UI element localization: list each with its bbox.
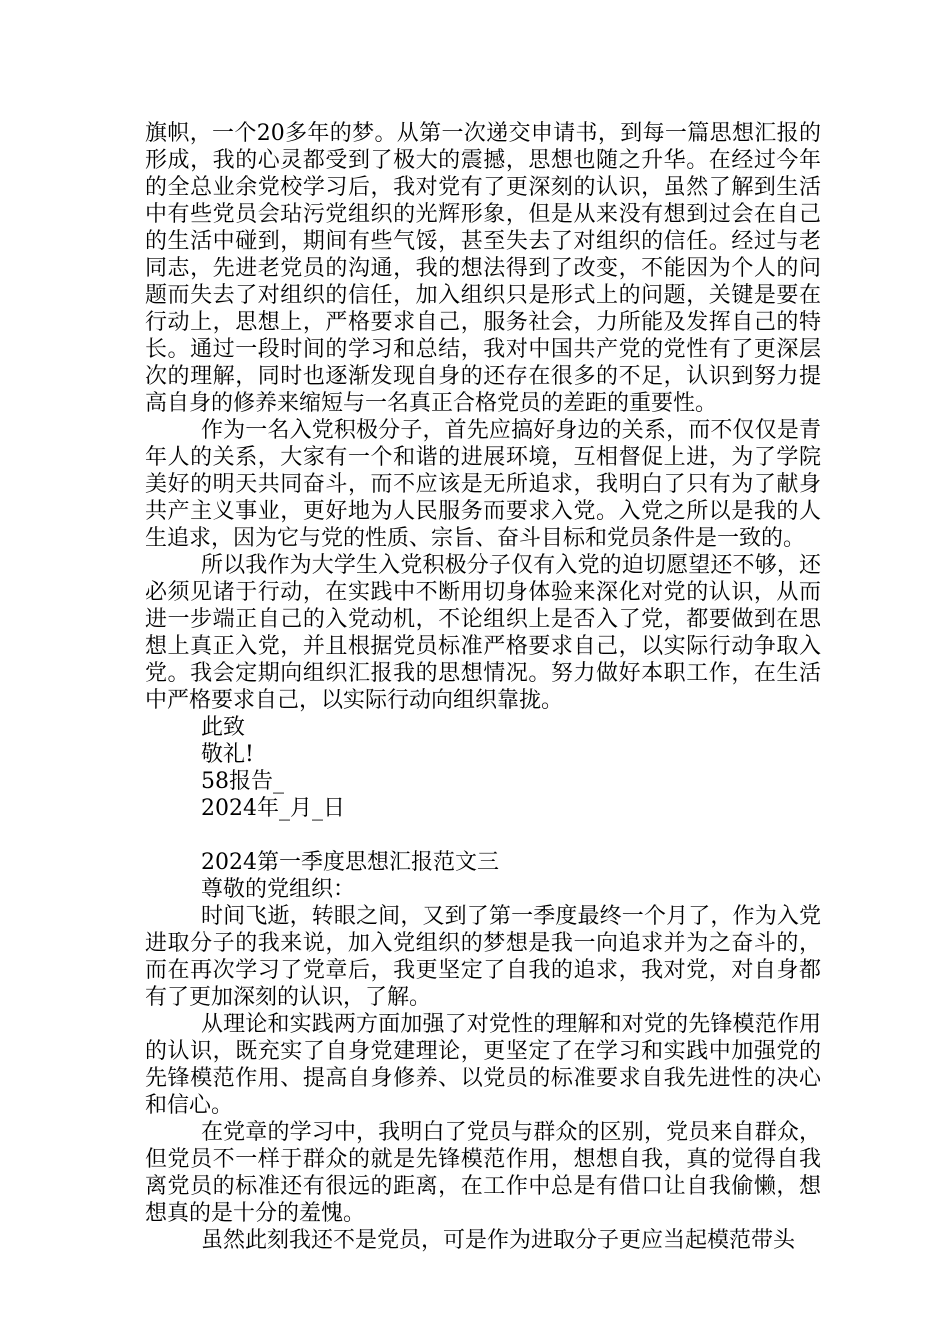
closing-regards: 敬礼! — [201, 742, 254, 767]
paragraph-continuation: 旗帜，一个20多年的梦。从第一次递交申请书，到每一篇思想汇报的形成，我的心灵都受到了极大的震撼，思想也随之升华。在经过今年的全总业余党校学习后，我对党有了更深刻的认识，虽然了解到生活中有些党员会玷污党组织的光辉形象，但是从来没有想到过会在自己的生活中碰到，期间有些气馁，甚至失去了对组织的信任。经过与老同志，先进老党员的沟通，我的想法得到了改变，不能因为个人的问题而失去了对组织的信任，加入组织只是形式上的问题，关键是要在行动上，思想上，严格要求自己，服务社会，力所能及发挥自己的特长。通过一段时间的学习和总结，我对中国共产党的党性有了更深层次的理解，同时也逐渐发现自身的还存在很多的不足，认识到努力提高自身的修养来缩短与一名真正合格党员的差距的重要性。 — [145, 121, 821, 416]
document-body — [145, 120, 821, 1254]
section-title: 2024第一季度思想汇报范文三 — [201, 850, 499, 875]
blank-line — [145, 822, 821, 849]
greeting: 尊敬的党组织： — [201, 877, 356, 902]
paragraph: 在党章的学习中，我明白了党员与群众的区别，党员来自群众，但党员不一样于群众的就是先锋模范作用，想想自我，真的觉得自我离党员的标准还有很远的距离，在工作中总是有借口让自我偷懒，想想真的是十分的羞愧。 — [145, 1120, 821, 1226]
paragraph: 作为一名入党积极分子，首先应搞好身边的关系，而不仅仅是青年人的关系，大家有一个和谐的进展环境，互相督促上进，为了学院美好的明天共同奋斗，而不应该是无所追求，我明白了只有为了献身共产主义事业，更好地为人民服务而要求入党。入党之所以是我的人生追求，因为它与党的性质、宗旨、奋斗目标和党员条件是一致的。 — [145, 418, 821, 551]
closing-salutation: 此致 — [201, 715, 246, 740]
paragraph: 从理论和实践两方面加强了对党性的理解和对党的先锋模范作用的认识，既充实了自身党建理论，更坚定了在学习和实践中加强党的先锋模范作用、提高自身修养、以党员的标准要求自我先进性的决心和信心。 — [145, 1012, 821, 1118]
paragraph: 时间飞逝，转眼之间，又到了第一季度最终一个月了，作为入党进取分子的我来说，加入党组织的梦想是我一向追求并为之奋斗的，而在再次学习了党章后，我更坚定了自我的追求，我对党，对自身都有了更加深刻的认识，了解。 — [145, 904, 821, 1010]
date-line: 2024年_月_日 — [201, 796, 345, 821]
paragraph-truncated: 虽然此刻我还不是党员，可是作为进取分子更应当起模范带头 — [201, 1228, 796, 1253]
signature-line: 58报告_ — [201, 769, 284, 794]
paragraph: 所以我作为大学生入党积极分子仅有入党的迫切愿望还不够，还必须见诸于行动，在实践中不断用切身体验来深化对党的认识，从而进一步端正自己的入党动机，不论组织上是否入了党，都要做到在思想上真正入党，并且根据党员标准严格要求自己，以实际行动争取入党。我会定期向组织汇报我的思想情况。努力做好本职工作，在生活中严格要求自己，以实际行动向组织靠拢。 — [145, 553, 821, 713]
